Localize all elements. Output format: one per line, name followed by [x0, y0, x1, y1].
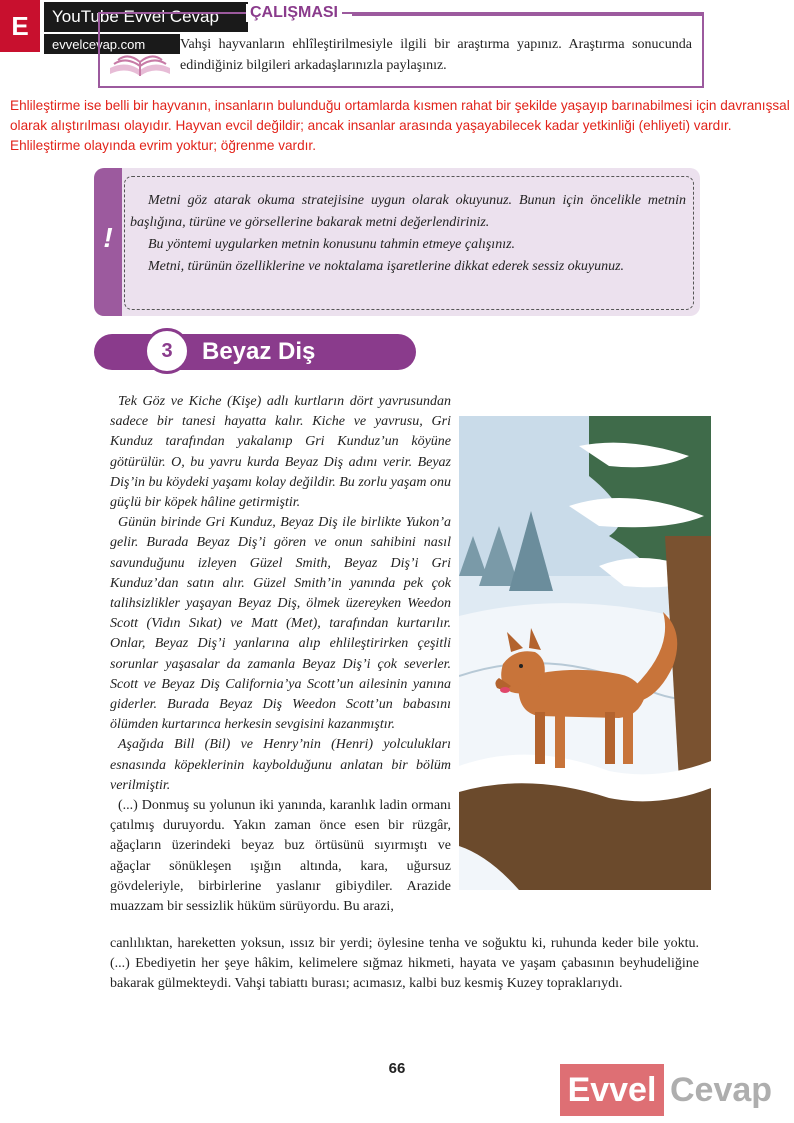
reading-tips-text — [130, 190, 686, 278]
research-title: ÇALIŞMASI — [246, 4, 342, 22]
page-number: 66 — [388, 1060, 406, 1077]
section-title: Beyaz Diş — [202, 338, 316, 365]
reading-tip: Bu yöntemi uygularken metnin konusunu tahmin etmeye çalışınız. — [148, 237, 516, 252]
story-column — [110, 392, 451, 917]
excerpt-paragraph: (...) Donmuş su yolunun iki yanında, karanlık ladin ormanı çatılmış duruyordu. Yakın zaman önce esen bir rüzgâr, ağaçların üzerindeki beyaz buz örtüsünü sıyırmıştı ve ağaçlar sönükleşen ışığın altında, kara, uğursuz gövdeleriyle, birbirlerine yaslanır gibiydiler. Arazide muazzam bir sessizlik hüküm sürüyordu. Bu arazi, — [110, 798, 451, 915]
open-book-icon — [104, 30, 176, 80]
answer-text: Ehlileştirme ise belli bir hayvanın, insanların bulunduğu ortamlarda kısmen rahat bir şekilde yaşayıp barınabilmesi için davranışsal olarak alıştırılması olayıdır. Hayvan evcil değildir; ancak insanlar arasında yaşayabilecek kadar yetkinliği (ehliyeti) vardır. Ehlileştirme olayında evrim yoktur; öğrenme vardır. — [10, 98, 790, 153]
reading-tip: Metni göz atarak okuma stratejisine uygun olarak okuyunuz. Bunun için öncelikle metnin başlığına, türüne ve görsellerine bakarak metni değerlendiriniz. — [130, 193, 686, 230]
research-title-rule — [352, 14, 702, 16]
summary-paragraph: Günün birinde Gri Kunduz, Beyaz Diş ile birlikte Yukon’a gelir. Burada Beyaz Diş’i gören ve onun sahibini nasıl savunduğunu izleyen Güzel Smith, Beyaz Diş’i Gri Kunduz’dan satın alır. Güzel Smith’in yanında pek çok talihsizlikler yaşayan Beyaz Diş, ölmek üzereyken Weedon Scott (Vidın Sıkat) ve Matt (Met), tarafından kurtarılır. Onlar, Beyaz Diş’i yanlarına alıp ehlileştirirken çeşitli sorunlar yaşasalar da zamanla Beyaz Diş’i çok severler. Scott ve Beyaz Diş California’ya Scott’un ailesinin yanına giderler. Burada Beyaz Diş Weedon Scott’un babasını ölümden kurtarınca herkesin sevgisini kazanmıştır. — [110, 515, 451, 733]
intro-paragraph: Aşağıda Bill (Bil) ve Henry’nin (Henri) yolculukları esnasında köpeklerinin kaybolduğunu anlatan bir bölüm verilmiştir. — [110, 737, 451, 793]
research-instruction: Vahşi hayvanların ehlîleştirilmesiyle ilgili bir araştırma yapınız. Araştırma sonucunda edindiğiniz bilgileri arkadaşlarınızla paylaşınız. — [180, 37, 692, 73]
wolf-dog-snow-illustration — [459, 416, 711, 890]
exclamation-icon: ! — [103, 222, 113, 253]
brand-logo-letter: E — [0, 0, 40, 52]
footer-logo-cevap: Cevap — [670, 1070, 773, 1109]
site-url-link[interactable]: evvelcevap.com — [44, 34, 180, 54]
footer-logo-evvel: Evvel — [560, 1064, 664, 1116]
section-number: 3 — [144, 328, 190, 374]
youtube-channel-label[interactable]: YouTube Evvel Cevap — [44, 2, 248, 32]
summary-paragraph: Tek Göz ve Kiche (Kişe) adlı kurtların dört yavrusundan sadece bir tanesi hayatta kalır. Kiche ve yavrusu, Gri Kunduz tarafından yakalanıp Gri Kunduz’un köyüne götürülür. O, bu yavru kurda Beyaz Diş adını verir. Beyaz Diş’in bu köydeki yaşamı kolay değildir. Bu zorlu yaşam onu güçlü bir köpek hâline getirmiştir. — [110, 394, 451, 511]
excerpt-continuation: canlılıktan, hareketten yoksun, ıssız bir yerdi; öylesine tenha ve soğuktu ki, ruhunda keder bile yoktu. (...) Ebediyetin her şeye hâkim, kelimelere sığmaz hikmeti, hayata ve yaşam çabasının beyhudeliğine bakarak gülmekteydi. Vahşi tabiattı burası; acımasız, kalbi buz kesmiş Kuzey topraklarıydı. — [110, 936, 699, 992]
reading-tip: Metni, türünün özelliklerine ve noktalama işaretlerine dikkat ederek sessiz okuyunuz. — [148, 259, 625, 274]
